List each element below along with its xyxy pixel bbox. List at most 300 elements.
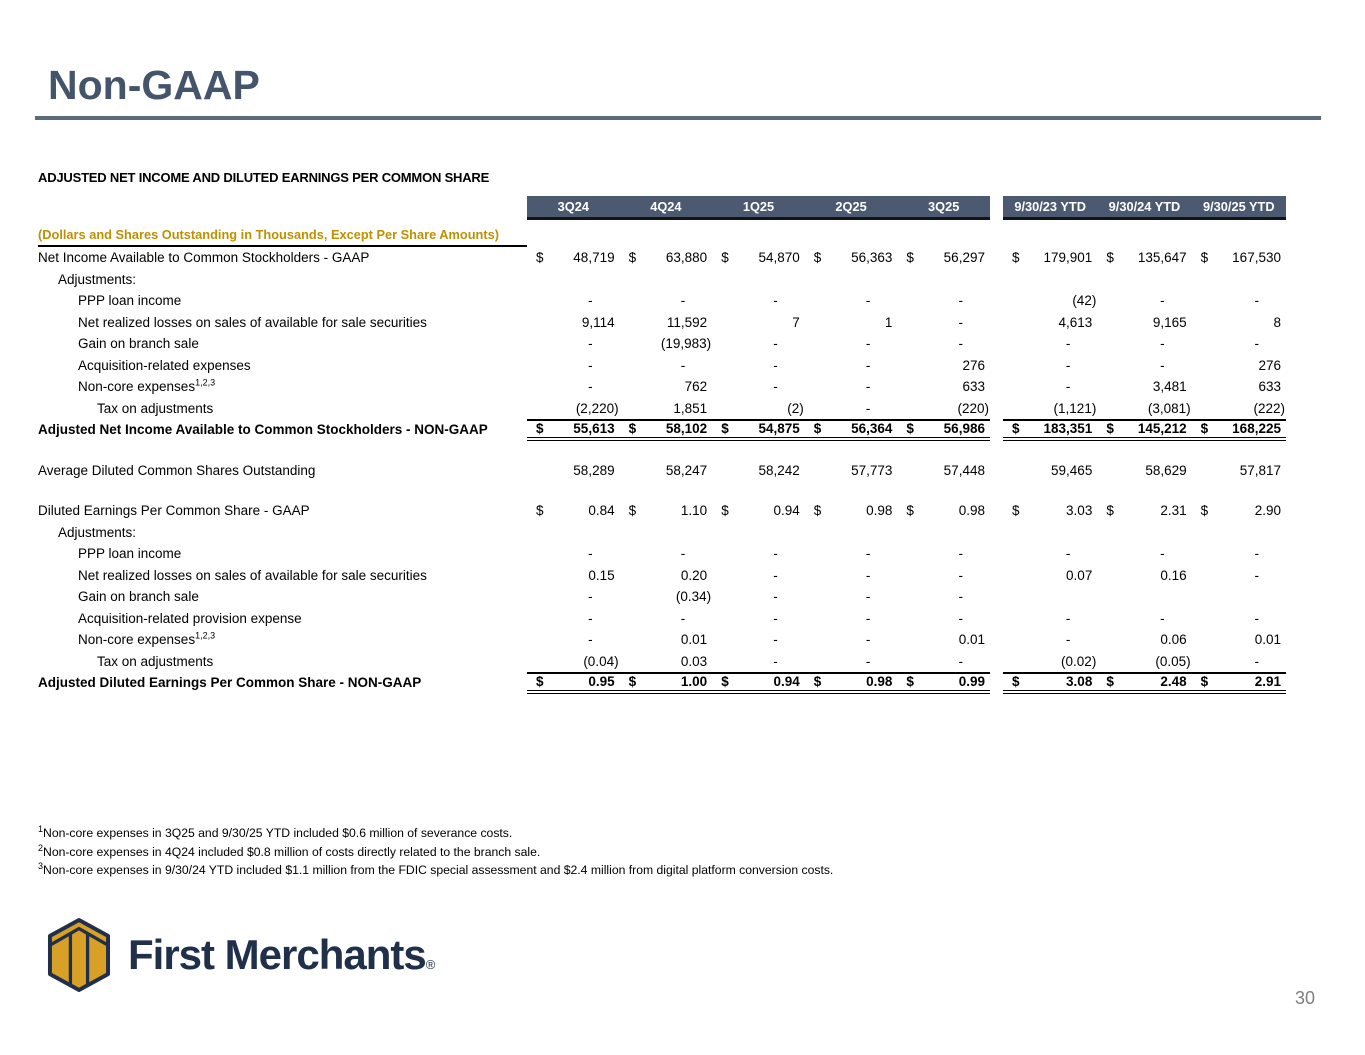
value-cell: [620, 543, 713, 565]
value-cell: [527, 608, 620, 630]
cell-value: 0.03: [680, 653, 708, 669]
column-gap: [990, 398, 1003, 420]
footnote-number: 1: [38, 823, 44, 834]
table-row: [38, 312, 1286, 334]
value-cell: [897, 651, 990, 673]
cell-value: 0.01: [958, 632, 985, 648]
column-gap: [990, 333, 1003, 355]
page-number: 30: [1294, 988, 1315, 1008]
value-cell: [1097, 269, 1191, 291]
cell-value: -: [865, 293, 871, 309]
value-cell: [805, 500, 898, 522]
units-row: [38, 221, 1286, 247]
footnote-number: 3: [38, 861, 44, 872]
value-cell: [805, 269, 898, 291]
column-header: 9/30/24 YTD: [1108, 199, 1181, 214]
cell-value: 0.94: [773, 503, 800, 519]
value-cell: [805, 290, 898, 312]
footnote-ref: 1,2,3: [195, 630, 216, 641]
dollar-sign: $: [536, 250, 544, 266]
cell-value: 167,530: [1232, 250, 1281, 266]
value-cell: [712, 247, 805, 269]
ytd-group: [1003, 651, 1286, 673]
value-cell: [805, 247, 898, 269]
dollar-sign: $: [1106, 421, 1114, 437]
cell-value: 183,351: [1043, 421, 1093, 437]
cell-value: 48,719: [573, 250, 615, 266]
value-cell: [527, 247, 620, 269]
value-cell: [897, 543, 990, 565]
cell-value: -: [588, 610, 593, 626]
value-cell: [712, 543, 805, 565]
value-cell: [805, 543, 898, 565]
quarter-group: [527, 355, 990, 377]
cell-value: 3.03: [1066, 503, 1093, 519]
row-label: Net realized losses on sales of available for sale securities: [78, 567, 427, 583]
ytd-group: [1003, 312, 1286, 334]
value-cell: [1097, 500, 1191, 522]
table-row: [38, 565, 1286, 587]
value-cell: [620, 247, 713, 269]
value-cell: [712, 376, 805, 398]
cell-value: 0.99: [958, 674, 985, 690]
value-cell: [805, 674, 898, 690]
value-cell: [897, 333, 990, 355]
quarter-group: [527, 543, 990, 565]
value-cell: [620, 460, 713, 482]
value-cell: [805, 565, 898, 587]
cell-value: 633: [962, 379, 985, 395]
row-label: Net realized losses on sales of available for sale securities: [78, 314, 427, 330]
value-cell: [1003, 269, 1097, 291]
table-row: [38, 500, 1286, 522]
cell-value: -: [958, 314, 963, 330]
dollar-sign: $: [721, 250, 729, 266]
cell-value: 135,647: [1137, 250, 1187, 266]
cell-value: -: [865, 379, 871, 395]
dollar-sign: $: [813, 674, 822, 690]
cell-value: -: [1065, 610, 1071, 626]
dollar-sign: $: [628, 503, 637, 519]
quarter-group: [527, 460, 990, 482]
value-cell: [1097, 398, 1191, 420]
cell-value: -: [588, 632, 593, 648]
cell-value: 0.98: [866, 503, 893, 519]
ytd-group: [1003, 333, 1286, 355]
dollar-sign: $: [628, 421, 637, 437]
column-header: 2Q25: [835, 199, 867, 214]
dollar-sign: $: [1200, 250, 1209, 266]
value-cell: [1003, 333, 1097, 355]
value-cell: [1192, 651, 1286, 673]
value-cell: [712, 629, 805, 651]
dollar-sign: $: [1012, 674, 1020, 690]
cell-value: 0.98: [958, 503, 985, 519]
cell-value: 63,880: [665, 250, 708, 266]
cell-value: -: [958, 589, 963, 605]
cell-value: -: [1160, 546, 1165, 562]
column-gap: [990, 419, 1003, 441]
value-cell: [620, 355, 713, 377]
value-cell: [527, 651, 620, 673]
dollar-sign: $: [813, 421, 822, 437]
cell-value: -: [1254, 610, 1259, 626]
table-header-row: [38, 196, 1286, 221]
cell-value: -: [588, 546, 593, 562]
table-row: [38, 629, 1286, 651]
column-gap: [990, 247, 1003, 269]
column-gap: [990, 500, 1003, 522]
row-label: Adjustments:: [58, 524, 137, 540]
value-cell: [527, 376, 620, 398]
column-gap: [990, 651, 1003, 673]
cell-value: 0.01: [680, 632, 708, 648]
cell-value: 3.08: [1066, 674, 1093, 690]
table-row: [38, 333, 1286, 355]
value-cell: [712, 522, 805, 544]
value-cell: [527, 269, 620, 291]
value-cell: [805, 376, 898, 398]
column-header: 9/30/25 YTD: [1203, 199, 1275, 214]
ytd-group: [1003, 355, 1286, 377]
value-cell: [805, 629, 898, 651]
value-cell: [527, 629, 620, 651]
value-cell: [1003, 651, 1097, 673]
row-label: Gain on branch sale: [78, 589, 199, 605]
registered-mark: ®: [425, 957, 435, 972]
value-cell: [1097, 460, 1191, 482]
value-cell: [712, 500, 805, 522]
value-cell: [527, 333, 620, 355]
value-cell: [527, 586, 620, 608]
cell-value: 0.94: [773, 674, 800, 690]
column-gap: [990, 269, 1003, 291]
value-cell: [620, 398, 713, 420]
value-cell: [1097, 333, 1191, 355]
cell-value: 58,242: [758, 462, 800, 478]
quarter-group: [527, 500, 990, 522]
dollar-sign: $: [721, 421, 729, 437]
value-cell: [1192, 290, 1286, 312]
cell-value: 54,870: [758, 250, 800, 266]
quarter-group: [527, 651, 990, 673]
cell-value: -: [865, 357, 871, 373]
cell-value: 1: [884, 314, 893, 330]
value-cell: [712, 312, 805, 334]
ytd-group: [1003, 419, 1286, 441]
value-cell: [1097, 290, 1191, 312]
dollar-sign: $: [1106, 503, 1114, 519]
cell-value: -: [1160, 293, 1165, 309]
quarter-group: [527, 290, 990, 312]
cell-value: -: [958, 293, 963, 309]
dollar-sign: $: [906, 674, 914, 690]
cell-value: 1,851: [673, 400, 708, 416]
cell-value: (222): [1253, 400, 1285, 416]
value-cell: [897, 269, 990, 291]
value-cell: [805, 608, 898, 630]
row-label: Acquisition-related provision expense: [78, 610, 302, 626]
value-cell: [1192, 355, 1286, 377]
ytd-header-bar: [1003, 196, 1286, 220]
value-cell: [1003, 460, 1097, 482]
cell-value: 9,165: [1152, 314, 1187, 330]
value-cell: [1097, 629, 1191, 651]
ytd-group: [1003, 586, 1286, 608]
value-cell: [1003, 586, 1097, 608]
row-label: Adjustments:: [58, 271, 137, 287]
cell-value: 1.00: [680, 674, 708, 690]
row-label: Net Income Available to Common Stockholders - GAAP: [38, 250, 370, 266]
value-cell: [527, 543, 620, 565]
dollar-sign: $: [628, 250, 637, 266]
value-cell: [897, 398, 990, 420]
row-label: PPP loan income: [78, 546, 182, 562]
cell-value: -: [680, 610, 686, 626]
cell-value: 57,817: [1239, 462, 1281, 478]
table-row: [38, 355, 1286, 377]
row-label: PPP loan income: [78, 293, 182, 309]
cell-value: 58,247: [665, 462, 708, 478]
cell-value: 4,613: [1058, 314, 1093, 330]
column-gap: [990, 312, 1003, 334]
cell-value: -: [865, 400, 871, 416]
ytd-group: [1003, 500, 1286, 522]
cell-value: 57,448: [943, 462, 985, 478]
cell-value: -: [773, 610, 778, 626]
dollar-sign: $: [813, 503, 822, 519]
dollar-sign: $: [906, 503, 914, 519]
value-cell: [712, 651, 805, 673]
value-cell: [620, 312, 713, 334]
cell-value: (2,220): [575, 400, 619, 416]
value-cell: [897, 376, 990, 398]
cell-value: 1.10: [680, 503, 708, 519]
cell-value: -: [588, 379, 593, 395]
cell-value: -: [1160, 357, 1165, 373]
value-cell: [1192, 247, 1286, 269]
value-cell: [620, 586, 713, 608]
value-cell: [620, 269, 713, 291]
cell-value: 0.98: [866, 674, 893, 690]
logo-brand-text: [128, 931, 434, 979]
footnotes: [38, 824, 833, 880]
value-cell: [805, 312, 898, 334]
value-cell: [1003, 247, 1097, 269]
cell-value: -: [773, 567, 778, 583]
value-cell: [712, 608, 805, 630]
cell-value: -: [865, 610, 871, 626]
value-cell: [712, 586, 805, 608]
value-cell: [1097, 608, 1191, 630]
cell-value: 0.16: [1160, 567, 1187, 583]
cell-value: (1,121): [1053, 400, 1097, 416]
cell-value: -: [588, 336, 593, 352]
value-cell: [1192, 269, 1286, 291]
table-row: [38, 460, 1286, 482]
cell-value: -: [865, 589, 871, 605]
dollar-sign: $: [628, 674, 637, 690]
cell-value: 7: [792, 314, 800, 330]
value-cell: [805, 333, 898, 355]
value-cell: [1003, 629, 1097, 651]
value-cell: [712, 290, 805, 312]
value-cell: [712, 398, 805, 420]
column-gap: [990, 196, 1003, 221]
dollar-sign: $: [536, 674, 544, 690]
value-cell: [1192, 543, 1286, 565]
ytd-group: [1003, 672, 1286, 694]
cell-value: 56,364: [851, 421, 893, 437]
cell-value: 168,225: [1232, 421, 1281, 437]
cell-value: (0.34): [675, 589, 712, 605]
value-cell: [620, 629, 713, 651]
cell-value: -: [865, 653, 871, 669]
value-cell: [620, 674, 713, 690]
dollar-sign: $: [906, 421, 914, 437]
column-header: 4Q24: [650, 199, 682, 214]
quarter-group: [527, 586, 990, 608]
cell-value: -: [958, 336, 963, 352]
units-note: (Dollars and Shares Outstanding in Thousands, Except Per Share Amounts): [38, 227, 527, 247]
value-cell: [897, 460, 990, 482]
cell-value: -: [1065, 379, 1071, 395]
row-label: Acquisition-related expenses: [78, 357, 251, 373]
value-cell: [897, 522, 990, 544]
value-cell: [1097, 651, 1191, 673]
value-cell: [527, 421, 620, 437]
quarter-group: [527, 333, 990, 355]
value-cell: [1192, 629, 1286, 651]
value-cell: [712, 460, 805, 482]
cell-value: 54,875: [758, 421, 800, 437]
value-cell: [805, 651, 898, 673]
value-cell: [620, 522, 713, 544]
value-cell: [712, 421, 805, 437]
value-cell: [897, 247, 990, 269]
cell-value: -: [1065, 546, 1071, 562]
cell-value: 276: [962, 357, 985, 373]
value-cell: [1003, 500, 1097, 522]
footnote-ref: 1,2,3: [195, 377, 216, 388]
cell-value: (220): [957, 400, 989, 416]
cell-value: 0.06: [1160, 632, 1187, 648]
ytd-group: [1003, 376, 1286, 398]
quarter-group: [527, 608, 990, 630]
value-cell: [620, 421, 713, 437]
brand-name: First Merchants: [128, 931, 426, 978]
financial-table: [38, 196, 1286, 694]
dollar-sign: $: [536, 421, 544, 437]
dollar-sign: $: [1200, 421, 1209, 437]
value-cell: [620, 565, 713, 587]
table-row: [38, 290, 1286, 312]
cell-value: -: [680, 546, 686, 562]
dollar-sign: $: [1200, 674, 1209, 690]
cell-value: 56,363: [851, 250, 893, 266]
value-cell: [1192, 333, 1286, 355]
ytd-group: [1003, 398, 1286, 420]
table-row: [38, 269, 1286, 291]
value-cell: [897, 629, 990, 651]
row-label: Gain on branch sale: [78, 336, 199, 352]
cell-value: 3,481: [1152, 379, 1187, 395]
value-cell: [620, 608, 713, 630]
column-gap: [990, 290, 1003, 312]
cell-value: 0.84: [588, 503, 615, 519]
ytd-group: [1003, 565, 1286, 587]
dollar-sign: $: [813, 250, 822, 266]
value-cell: [805, 355, 898, 377]
row-label: Diluted Earnings Per Common Share - GAAP: [38, 503, 310, 519]
quarter-group: [527, 672, 990, 694]
value-cell: [1097, 543, 1191, 565]
table-row: [38, 376, 1286, 398]
column-gap: [990, 629, 1003, 651]
cell-value: (42): [1072, 293, 1097, 309]
value-cell: [1097, 421, 1191, 437]
cell-value: 2.91: [1254, 674, 1281, 690]
value-cell: [805, 460, 898, 482]
dollar-sign: $: [1106, 250, 1114, 266]
cell-value: -: [773, 653, 778, 669]
value-cell: [1192, 500, 1286, 522]
value-cell: [1192, 376, 1286, 398]
value-cell: [1003, 608, 1097, 630]
page-title: Non-GAAP: [48, 62, 260, 108]
column-gap: [990, 376, 1003, 398]
table-row: [38, 398, 1286, 420]
value-cell: [1003, 376, 1097, 398]
value-cell: [1192, 460, 1286, 482]
value-cell: [1192, 586, 1286, 608]
cell-value: 11,592: [666, 314, 708, 330]
value-cell: [527, 355, 620, 377]
footnote-number: 2: [38, 842, 44, 853]
cell-value: -: [773, 546, 778, 562]
quarter-group: [527, 398, 990, 420]
cell-value: 2.31: [1160, 503, 1187, 519]
ytd-group: [1003, 221, 1286, 247]
table-row: [38, 672, 1286, 694]
value-cell: [897, 608, 990, 630]
cell-value: 633: [1258, 379, 1281, 395]
footnote: $^1$Non-core expenses in 3Q25 and 9/30/25 YTD included $0.6 million of severance costs.: [38, 823, 513, 840]
cell-value: -: [865, 546, 871, 562]
value-cell: [1192, 398, 1286, 420]
value-cell: [1003, 290, 1097, 312]
section-heading: ADJUSTED NET INCOME AND DILUTED EARNINGS PER COMMON SHARE: [38, 170, 490, 185]
table-row: [38, 651, 1286, 673]
cell-value: (0.05): [1155, 653, 1191, 669]
value-cell: [1192, 674, 1286, 690]
value-cell: [1003, 398, 1097, 420]
cell-value: -: [1065, 632, 1071, 648]
dollar-sign: $: [721, 503, 729, 519]
column-gap: [990, 221, 1003, 247]
value-cell: [897, 355, 990, 377]
cell-value: -: [958, 653, 963, 669]
cell-value: 9,114: [581, 314, 615, 330]
row-label: Tax on adjustments: [97, 400, 214, 416]
ytd-group: [1003, 522, 1286, 544]
dollar-sign: $: [1106, 674, 1114, 690]
cell-value: -: [865, 567, 871, 583]
table-row: [38, 247, 1286, 269]
value-cell: [712, 333, 805, 355]
cell-value: (2): [787, 400, 804, 416]
value-cell: [1097, 565, 1191, 587]
